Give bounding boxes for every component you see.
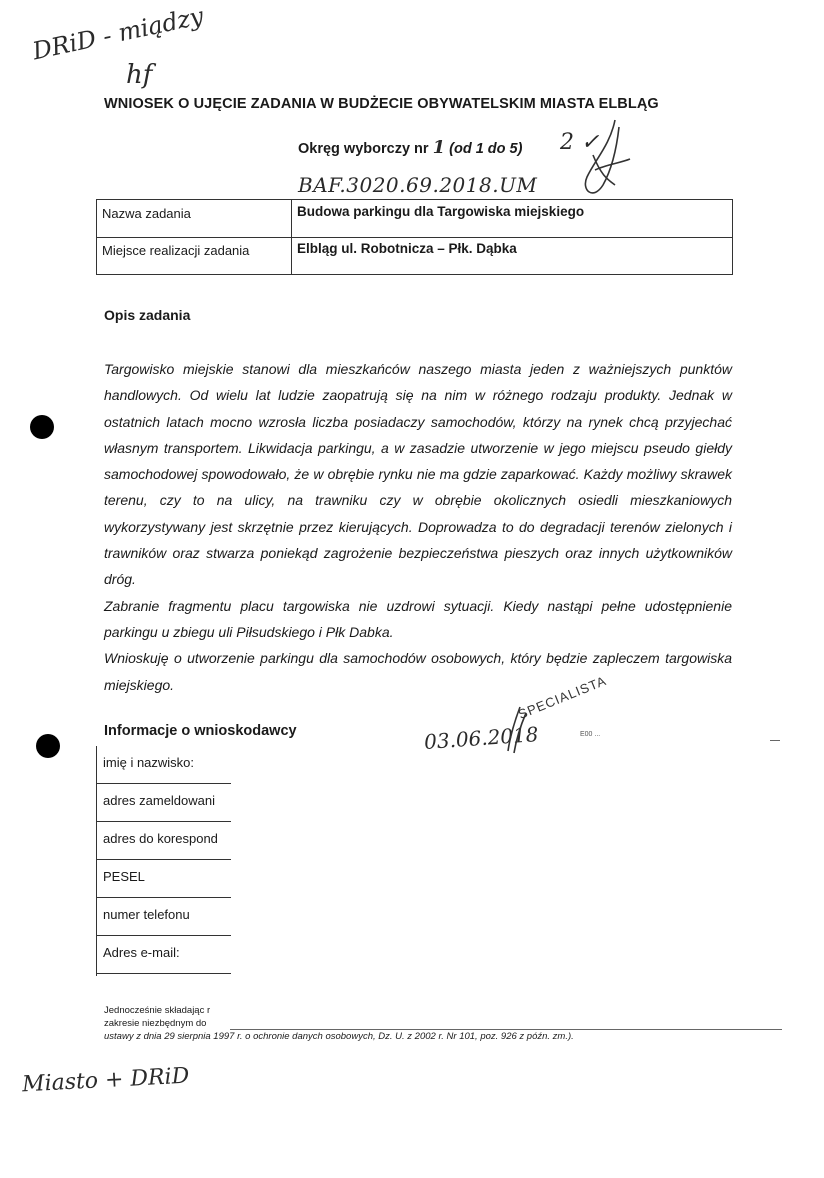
applicant-email-label: Adres e-mail: — [103, 945, 180, 960]
description-paragraph-1: Targowisko miejskie stanowi dla mieszkańców naszego miasta jeden z ważniejszych punktów handlowych. Od wielu lat ludzie zaopatrują się na nim w różnego rodzaju produkty. Jednak w ostatnich latach mocno wzrosła liczba posiadaczy samochodów, którzy na rynek chcą przyjechać własnym transportem. Likwidacja parkingu, a w zasadzie utworzenie w jego miejscu pseudo giełdy samochodowej spowodowało, że w obrębie rynku nie ma gdzie zaparkować. Każdy możliwy skrawek terenu, czy to na ulicy, na trawniku czy w obrębie okolicznych osiedli mieszkaniowych wykorzystywany jest skrzętnie przez kierujących. Doprowadza to do degradacji terenów zielonych i trawników oraz stwarza poniekąd zagrożenie bezpieczeństwa pieszych oraz innych użytkowników dróg. — [104, 361, 732, 588]
stamp-small-text: E00 ... — [580, 731, 601, 738]
stamp-dash — [770, 740, 780, 741]
signature-scribble — [575, 115, 635, 205]
footnote-line-3: ustawy z dnia 29 sierpnia 1997 r. o ochronie danych osobowych, Dz. U. z 2002 r. Nr 101, poz. 926 z późn. zm.). — [104, 1031, 574, 1042]
handwritten-note-top: DRiD - miądzy — [30, 1, 206, 66]
task-row-location — [96, 237, 733, 275]
applicant-table — [96, 746, 231, 976]
handwritten-district-extra: 2 ✓ — [560, 130, 600, 155]
applicant-name-label: imię i nazwisko: — [103, 755, 195, 770]
district-line — [298, 137, 522, 158]
applicant-row-phone — [97, 898, 231, 936]
footnote — [104, 1004, 744, 1043]
stamp-text: SPECIALISTA — [516, 672, 609, 722]
district-number: 1 — [432, 137, 446, 158]
district-range: (od 1 do 5) — [449, 141, 523, 157]
applicant-row-pesel — [97, 860, 231, 898]
punch-hole-bottom — [36, 734, 60, 758]
applicant-correspondence-label: adres do korespond — [103, 831, 218, 846]
footnote-line-1: Jednocześnie składając r — [104, 1005, 211, 1016]
applicant-row-correspondence — [97, 822, 231, 860]
applicant-pesel-label: PESEL — [103, 869, 145, 884]
punch-hole-top — [30, 415, 54, 439]
task-location-label: Miejsce realizacji zadania — [102, 243, 250, 258]
district-label: Okręg wyborczy nr — [298, 141, 429, 157]
handwritten-reference-number: BAF.3020.69.2018.UM — [298, 173, 538, 197]
description-body — [104, 356, 732, 698]
applicant-row-name — [97, 746, 231, 784]
applicant-row-address — [97, 784, 231, 822]
handwritten-initials: hf — [126, 60, 153, 90]
description-paragraph-2: Zabranie fragmentu placu targowiska nie uzdrowi sytuacji. Kiedy nastąpi pełne udostępnienie parkingu u zbiegu uli Piłsudskiego i Płk Dabka. — [104, 597, 732, 640]
applicant-heading: Informacje o wnioskodawcy — [104, 723, 297, 739]
description-heading: Opis zadania — [104, 307, 191, 323]
applicant-address-label: adres zameldowani — [103, 793, 216, 808]
handwritten-date: 03.06.2018 — [423, 722, 540, 754]
handwritten-note-bottom: Miasto + DRiD — [21, 1063, 190, 1098]
task-row-name — [96, 199, 733, 238]
task-location-value: Elbląg ul. Robotnicza – Płk. Dąbka — [297, 241, 517, 256]
applicant-phone-label: numer telefonu — [103, 907, 190, 922]
task-name-value: Budowa parkingu dla Targowiska miejskiego — [297, 204, 585, 219]
description-paragraph-3: Wnioskuję o utworzenie parkingu dla samochodów osobowych, który będzie zapleczem targowiska miejskiego. — [104, 650, 732, 693]
footnote-rule — [230, 1029, 782, 1030]
task-name-label: Nazwa zadania — [102, 206, 191, 221]
document-title: WNIOSEK O UJĘCIE ZADANIA W BUDŻECIE OBYWATELSKIM MIASTA ELBLĄG — [104, 96, 659, 112]
applicant-row-email — [97, 936, 231, 974]
footnote-line-2: zakresie niezbędnym do — [104, 1018, 207, 1029]
task-table — [96, 199, 733, 275]
